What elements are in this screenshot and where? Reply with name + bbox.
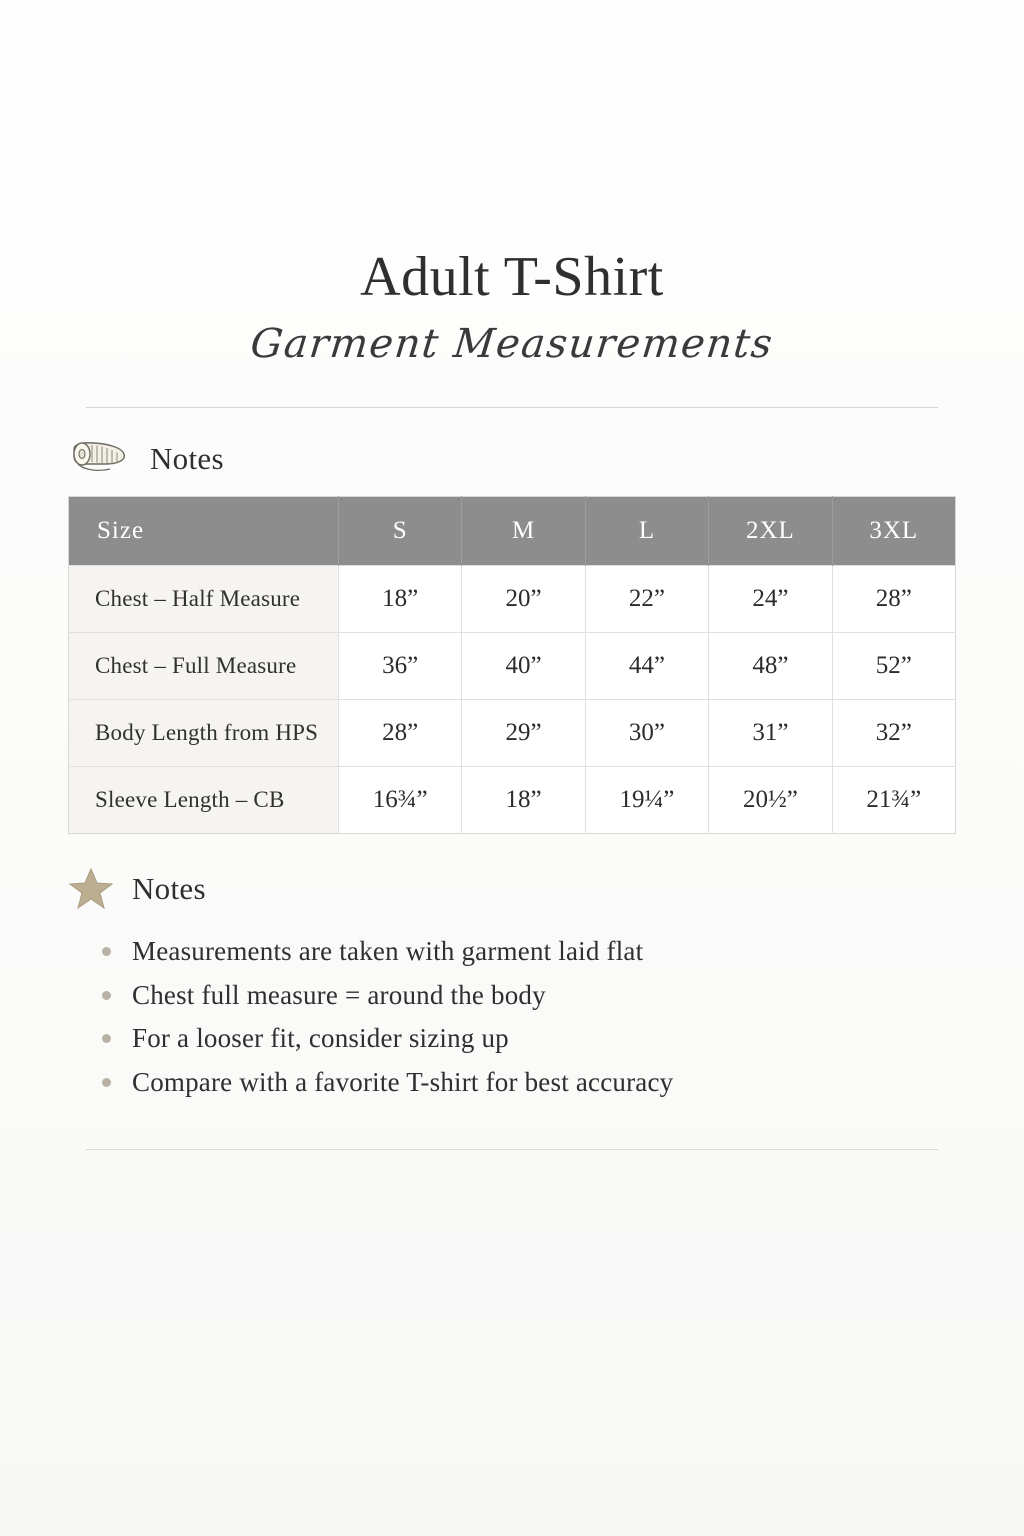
measuring-tape-icon	[68, 440, 132, 478]
cell-value: 20”	[462, 565, 585, 632]
title-block	[68, 0, 956, 367]
table-row	[69, 632, 956, 699]
table-section-heading	[68, 440, 956, 478]
table-header-row	[69, 496, 956, 565]
cell-value: 48”	[709, 632, 832, 699]
cell-value: 18”	[339, 565, 462, 632]
cell-value: 21¾”	[832, 766, 955, 833]
table-row	[69, 699, 956, 766]
page-title: Adult T-Shirt	[360, 246, 664, 308]
notes-list	[68, 930, 956, 1105]
row-label: Chest – Half Measure	[69, 565, 339, 632]
cell-value: 22”	[585, 565, 708, 632]
list-item: Chest full measure = around the body	[96, 974, 956, 1018]
cell-value: 29”	[462, 699, 585, 766]
table-header	[69, 496, 956, 565]
cell-value: 44”	[585, 632, 708, 699]
divider-bottom	[86, 1149, 938, 1150]
column-header-size: Size	[69, 496, 339, 565]
star-icon	[68, 866, 114, 912]
divider-top	[86, 407, 938, 408]
table-row	[69, 565, 956, 632]
size-measurements-table	[68, 496, 956, 834]
table-section-label: Notes	[150, 440, 224, 476]
cell-value: 40”	[462, 632, 585, 699]
row-label: Body Length from HPS	[69, 699, 339, 766]
cell-value: 28”	[832, 565, 955, 632]
cell-value: 19¼”	[585, 766, 708, 833]
cell-value: 31”	[709, 699, 832, 766]
table-body	[69, 565, 956, 833]
cell-value: 32”	[832, 699, 955, 766]
list-item: For a looser fit, consider sizing up	[96, 1017, 956, 1061]
cell-value: 16¾”	[339, 766, 462, 833]
list-item: Compare with a favorite T-shirt for best accuracy	[96, 1061, 956, 1105]
cell-value: 30”	[585, 699, 708, 766]
column-header-3xl: 3XL	[832, 496, 955, 565]
notes-section-heading	[68, 866, 956, 912]
column-header-2xl: 2XL	[709, 496, 832, 565]
notes-section-label: Notes	[132, 870, 206, 906]
column-header-m: M	[462, 496, 585, 565]
cell-value: 20½”	[709, 766, 832, 833]
cell-value: 18”	[462, 766, 585, 833]
column-header-s: S	[339, 496, 462, 565]
row-label: Chest – Full Measure	[69, 632, 339, 699]
list-item: Measurements are taken with garment laid flat	[96, 930, 956, 974]
row-label: Sleeve Length – CB	[69, 766, 339, 833]
cell-value: 24”	[709, 565, 832, 632]
cell-value: 36”	[339, 632, 462, 699]
cell-value: 28”	[339, 699, 462, 766]
cell-value: 52”	[832, 632, 955, 699]
table-row	[69, 766, 956, 833]
page-subtitle: Garment Measurements	[248, 320, 776, 367]
column-header-l: L	[585, 496, 708, 565]
